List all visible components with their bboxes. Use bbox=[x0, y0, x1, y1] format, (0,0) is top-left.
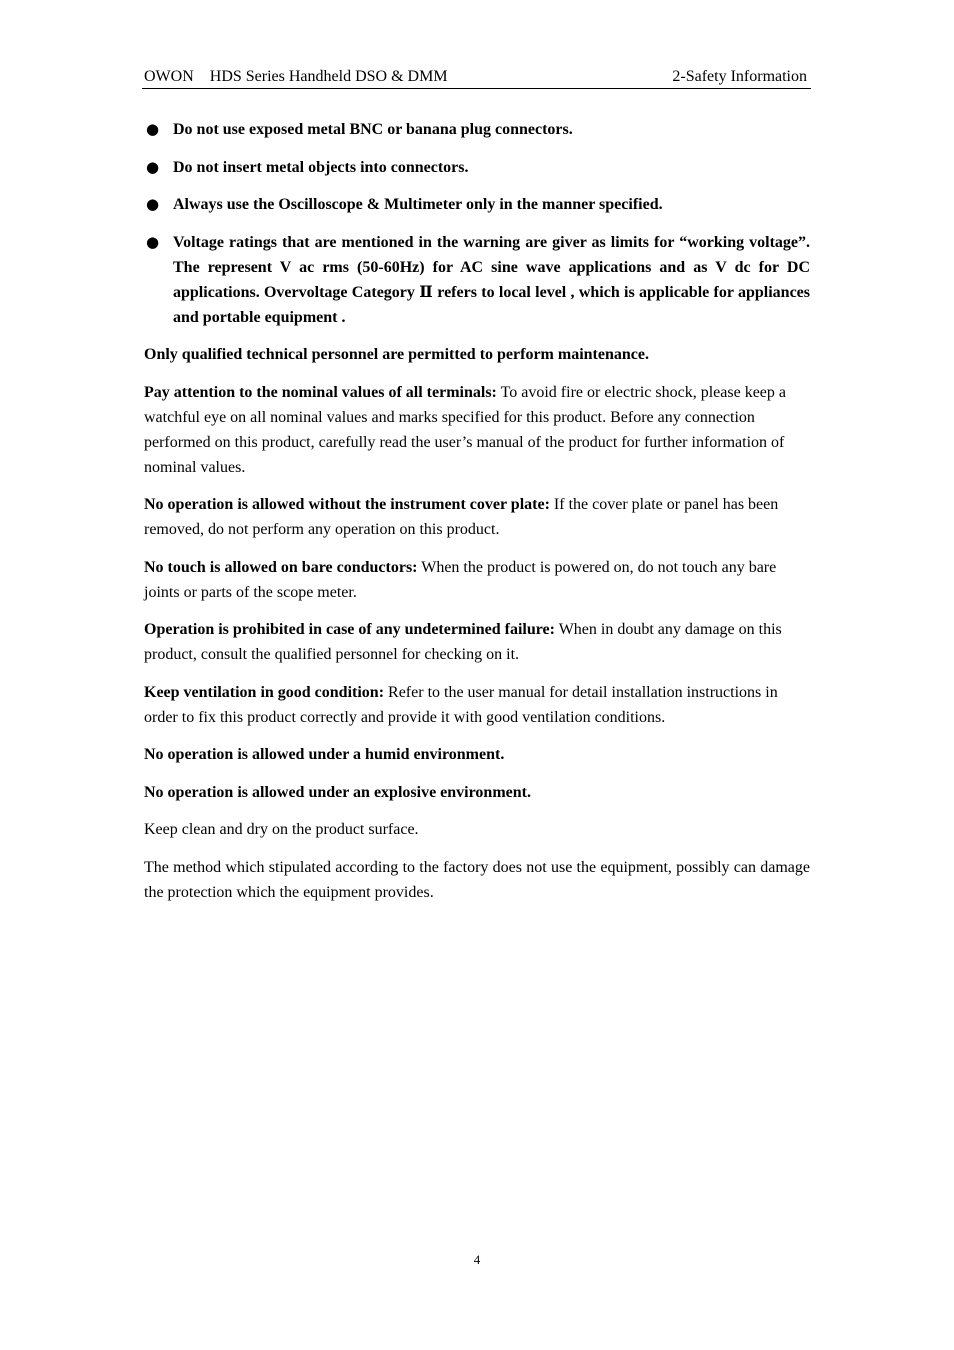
paragraph-lead: Only qualified technical personnel are permitted to perform maintenance. bbox=[144, 346, 649, 363]
bullet-item bbox=[144, 230, 810, 330]
bullet-item bbox=[144, 192, 810, 217]
bullet-text: Do not use exposed metal BNC or banana plug connectors. bbox=[173, 121, 573, 138]
paragraph-lead: No operation is allowed under a humid environment. bbox=[144, 746, 505, 763]
page-content bbox=[144, 117, 810, 917]
paragraph-ventilation bbox=[144, 680, 810, 730]
bullet-text: Always use the Oscilloscope & Multimeter only in the manner specified. bbox=[173, 196, 663, 213]
bullet-text: Voltage ratings that are mentioned in the warning are giver as limits for “working voltage”. The represent V ac rms (50-60Hz) for AC sine wave applications and as V dc for DC applications. Overvoltage Category Ⅱ refers to local level , which is applicable for appliances and portable equipment . bbox=[173, 233, 810, 326]
bullet-item bbox=[144, 155, 810, 180]
bullet-text: Do not insert metal objects into connectors. bbox=[173, 158, 469, 176]
paragraph-cover-plate bbox=[144, 492, 810, 542]
page-header bbox=[142, 66, 811, 89]
header-section-title: 2-Safety Information bbox=[672, 68, 807, 85]
paragraph-factory-method bbox=[144, 855, 810, 905]
paragraph-explosive bbox=[144, 780, 810, 805]
header-left-title: OWON HDS Series Handheld DSO & DMM bbox=[144, 68, 448, 85]
paragraph-body: To avoid fire or electric shock, please keep a watchful eye on all nominal values and marks specified for this product. Before any connection performed on this product, carefully read the user’s manual of the product for further information of nominal values. bbox=[144, 383, 786, 476]
paragraph-body: When the product is powered on, do not touch any bare joints or parts of the scope meter. bbox=[144, 558, 777, 601]
page-number: 4 bbox=[473, 1252, 481, 1267]
paragraph-lead: No touch is allowed on bare conductors: bbox=[144, 558, 418, 576]
paragraph-lead: Pay attention to the nominal values of all terminals: bbox=[144, 383, 497, 401]
paragraph-humid bbox=[144, 742, 810, 767]
paragraph-body: When in doubt any damage on this product, consult the qualified personnel for checking on it. bbox=[144, 621, 782, 663]
paragraph-lead: No operation is allowed without the instrument cover plate: bbox=[144, 496, 550, 513]
paragraph-nominal-values bbox=[144, 380, 810, 480]
bullet-dot-icon: ● bbox=[146, 157, 160, 176]
paragraph-clean-dry bbox=[144, 817, 810, 842]
paragraph-bare-conductors bbox=[144, 555, 810, 605]
bullet-dot-icon: ● bbox=[146, 120, 160, 138]
paragraph-body: The method which stipulated according to the factory does not use the equipment, possibly can damage the protection which the equipment provides. bbox=[144, 858, 810, 901]
paragraph-body: If the cover plate or panel has been removed, do not perform any operation on this product. bbox=[144, 496, 779, 538]
paragraph-lead: Keep ventilation in good condition: bbox=[144, 683, 385, 701]
bullet-dot-icon: ● bbox=[146, 195, 160, 213]
paragraph-body: Keep clean and dry on the product surface. bbox=[144, 821, 419, 838]
paragraph-body: Refer to the user manual for detail installation instructions in order to fix this product correctly and provide it with good ventilation conditions. bbox=[144, 683, 778, 726]
bullet-item bbox=[144, 117, 810, 142]
bullet-dot-icon: ● bbox=[146, 232, 160, 251]
paragraph-lead: Operation is prohibited in case of any undetermined failure: bbox=[144, 621, 555, 638]
paragraph-maintenance bbox=[144, 342, 810, 367]
paragraph-lead: No operation is allowed under an explosive environment. bbox=[144, 783, 531, 801]
paragraph-undetermined-failure bbox=[144, 617, 810, 667]
